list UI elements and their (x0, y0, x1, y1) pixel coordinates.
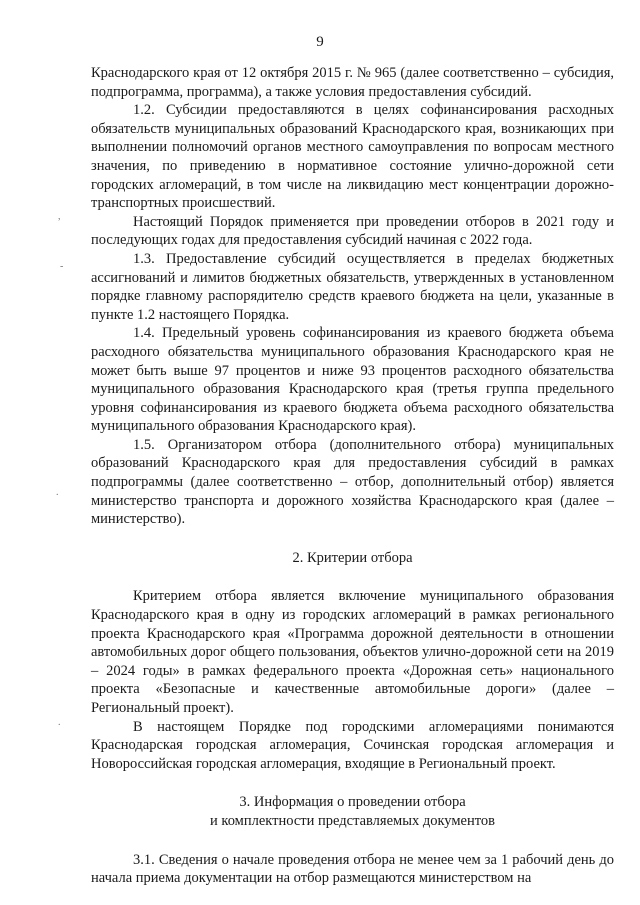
paragraph-1-2: 1.2. Субсидии предоставляются в целях софинансирования расходных обязательств муниципальных образований Краснодарского края, возникающих при выполнении полномочий органов местного самоуправления по вопросам местного значения, по приведению в нормативное состояние улично-дорожной сети городских агломераций, в том числе на ликвидацию мест концентрации дорожно-транспортных происшествий. (91, 102, 614, 212)
paragraph-criteria: Критерием отбора является включение муниципального образования Краснодарского края в одну из городских агломераций в рамках регионального проекта Краснодарского края «Программа дорожной деятельности в отношении автомобильных дорог общего пользования, объектов улично-дорожной сети на 2019 – 2024 годы» в рамках федерального проекта «Дорожная сеть» национального проекта «Безопасные и качественные автомобильные дороги» (далее – Региональный проект). (91, 588, 614, 716)
paragraph-order-applicability: Настоящий Порядок применяется при проведении отборов в 2021 году и последующих годах для предоставления субсидий начиная с 2022 года. (91, 213, 614, 249)
paragraph-1-4: 1.4. Предельный уровень софинансирования из краевого бюджета объема расходного обязательства муниципального образования Краснодарского края не может быть выше 97 процентов и ниже 93 процентов расходного обязательства муниципального образования Краснодарского края (третья группа предельного уровня софинансирования из краевого бюджета объема расходного обязательства муниципального образования Краснодарского края). (91, 325, 614, 435)
paragraph-intro-continuation: Краснодарского края от 12 октября 2015 г. № 965 (далее соответственно – субсидия, подпрограмма, программа), а также условия предоставления субсидий. (91, 65, 614, 100)
paragraph-3-1: 3.1. Сведения о начале проведения отбора не менее чем за 1 рабочий день до начала приема документации на отбор размещаются министерством на (91, 851, 614, 887)
section-2-title: 2. Критерии отбора (292, 549, 413, 566)
margin-mark: . (56, 487, 59, 498)
page-number: 9 (316, 34, 324, 50)
paragraph-1-3: 1.3. Предоставление субсидий осуществляется в пределах бюджетных ассигнований и лимитов бюджетных обязательств, утвержденных в установленном порядке главному распорядителю средств краевого бюджета на цели, указанные в пункте 1.2 настоящего Порядка. (91, 250, 614, 323)
margin-mark: - (60, 261, 64, 272)
paragraph-1-5: 1.5. Организатором отбора (дополнительного отбора) муниципальных образований Краснодарского края для предоставления субсидий в рамках подпрограммы (далее соответственно – отбор, дополнительный отбор) является министерство транспорта и дорожного хозяйства Краснодарского края (далее – министерство). (91, 436, 614, 528)
margin-mark: , (58, 211, 61, 222)
paragraph-agglomerations: В настоящем Порядке под городскими агломерациями понимаются Краснодарская городская агломерация, Сочинская городская агломерация и Новороссийская городская агломерация, входящие в Региональный проект. (91, 718, 614, 772)
section-3-title-line2: и комплектности представляемых документов (210, 812, 495, 829)
document-body (91, 64, 614, 888)
margin-mark: . (58, 717, 61, 728)
section-3-title-line1: 3. Информация о проведении отбора (239, 794, 466, 811)
